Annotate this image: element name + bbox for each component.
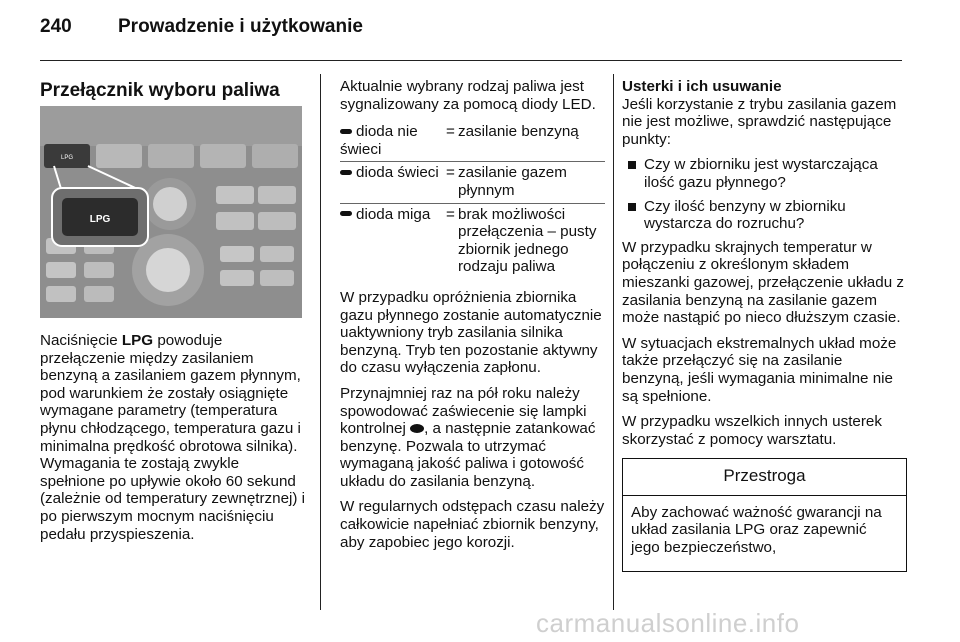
section-title: Przełącznik wyboru paliwa: [40, 80, 280, 101]
warning-box: [622, 458, 907, 572]
led-intro: Aktualnie wybrany rodzaj paliwa jest sygnalizowany za pomocą diody LED.: [340, 78, 596, 113]
extreme-situations-paragraph: W sytuacjach ekstremalnych układ może także przełączyć się na zasilanie benzyną, jeśli wymagania minimalne nie są spełnione.: [622, 334, 897, 405]
page-number: 240: [40, 16, 72, 37]
column-divider-2: [613, 74, 614, 610]
bullet-icon: [628, 203, 636, 211]
led-row: dioda miga = brak możliwości przełączenia – pusty zbiornik jednego rodzaju paliwa: [340, 204, 605, 279]
list-item: Czy ilość benzyny w zbiorniku wystarcza do rozruchu?: [622, 198, 907, 233]
column-3: [622, 78, 907, 572]
led-row: dioda świeci = zasilanie gazem płynnym: [340, 162, 605, 203]
list-item: Czy w zbiorniku jest wystarczająca ilość gazu płynnego?: [622, 156, 907, 191]
warning-title: Przestroga: [623, 459, 906, 496]
half-year-paragraph: Przynajmniej raz na pół roku należy spowodować zaświecenie się lampki kontrolnej , a następnie zatankować benzynę. Pozwala to utrzymać wymaganą jakość paliwa i gotowość układu do zasilania benzyną.: [340, 384, 596, 490]
led-on-icon: [340, 170, 352, 175]
page-header: [40, 16, 363, 38]
auto-switch-paragraph: W przypadku opróżnienia zbiornika gazu płynnego zostanie automatycznie uaktywniony tryb zasilania silnika benzyną. Tryb ten pozostanie aktywny do czasu wyłączenia zapłonu.: [340, 288, 602, 377]
troubleshooting-intro: Jeśli korzystanie z trybu zasilania gazem nie jest możliwe, sprawdzić następujące punkty:: [622, 95, 897, 148]
watermark: carmanualsonline.info: [536, 608, 800, 638]
led-status-table: [340, 121, 605, 279]
workshop-paragraph: W przypadku wszelkich innych usterek skorzystać z pomocy warsztatu.: [622, 413, 882, 448]
refuel-paragraph: W regularnych odstępach czasu należy całkowicie napełniać zbiornik benzyny, aby zapobiec jego korozji.: [340, 498, 605, 551]
column-divider-1: [320, 74, 321, 610]
extreme-temp-paragraph: W przypadku skrajnych temperatur w połączeniu z określonym składem mieszanki gazowej, przełączenie układu z zasilania benzyną na zasilanie gazem może nastąpić po nieco dłuższym czasie.: [622, 238, 904, 327]
lpg-bold-label: LPG: [121, 332, 154, 349]
chapter-title: Prowadzenie i użytkowanie: [118, 16, 363, 37]
warning-body: Aby zachować ważność gwarancji na układ zasilania LPG oraz zapewnić jego bezpieczeństwo,: [631, 503, 882, 557]
lpg-description: Naciśnięcie LPG powoduje przełączenie między zasilaniem benzyną a zasilaniem gazem płynnym, pod warunkiem że zostały osiągnięte wymagane parametry (temperatura płynu chłodzącego, temperatura gazu i minimalna prędkość obrotowa silnika). Wymagania te zostają zwykle spełnione po upływie około 60 sekund (zależnie od temperatury zewnętrznej) i po pierwszym mocnym naciśnięciu pedału przyspieszenia.: [40, 332, 306, 543]
column-2: [340, 78, 605, 559]
led-off-icon: [340, 129, 352, 134]
lpg-button-label-large: LPG: [89, 214, 111, 225]
lpg-switch-photo: [40, 106, 302, 318]
bullet-icon: [628, 161, 636, 169]
lpg-button-label-small: LPG: [60, 155, 74, 161]
troubleshooting-heading: Usterki i ich usuwanie: [622, 78, 782, 95]
fuel-control-lamp-icon: [410, 424, 424, 433]
column-1: [40, 332, 308, 551]
led-row: dioda nie świeci = zasilanie benzyną: [340, 121, 605, 162]
led-blink-icon: [340, 211, 352, 216]
header-rule: [40, 60, 902, 61]
